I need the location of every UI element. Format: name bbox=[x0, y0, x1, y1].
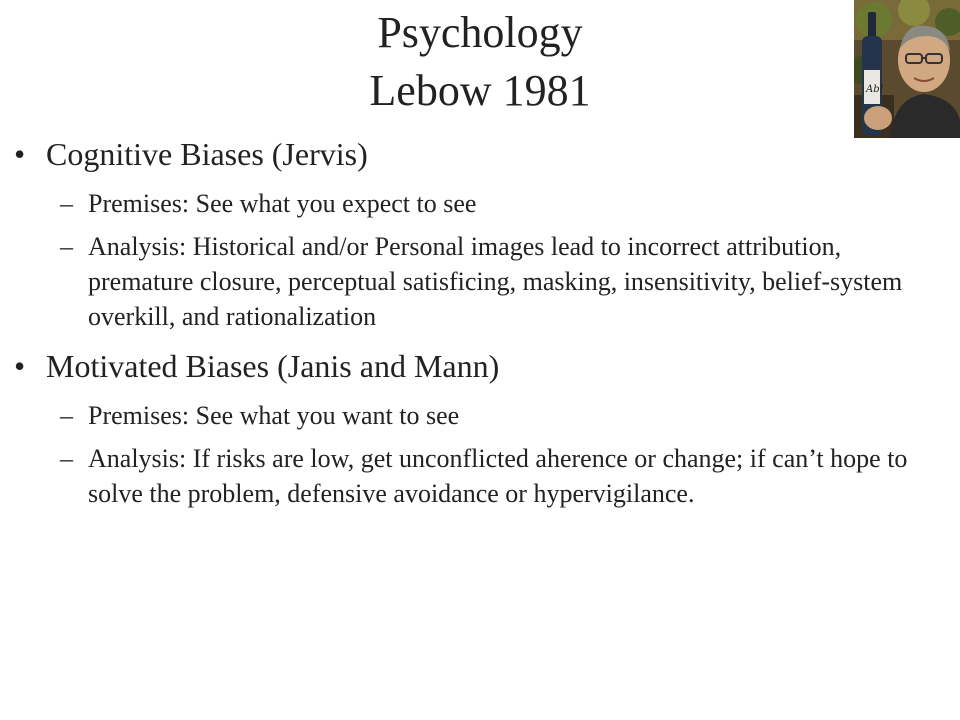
sub-bullet-text: Premises: See what you want to see bbox=[88, 401, 460, 430]
sub-bullet-analysis-motivated bbox=[0, 441, 960, 511]
title-line-2: Lebow 1981 bbox=[369, 66, 591, 115]
sub-bullet-marker: – bbox=[60, 401, 73, 430]
sub-bullet-marker: – bbox=[60, 444, 73, 473]
bullet-motivated-biases bbox=[0, 344, 960, 388]
sub-bullet-text: Analysis: If risks are low, get unconflicted aherence or change; if can’t hope to solve the problem, defensive avoidance or hypervigilance. bbox=[88, 444, 908, 508]
portrait-image bbox=[854, 0, 960, 138]
sub-bullet-marker: – bbox=[60, 189, 73, 218]
bullet-cognitive-biases bbox=[0, 132, 960, 176]
sub-bullet-premises-want bbox=[0, 398, 960, 433]
bullet-marker: • bbox=[14, 348, 26, 384]
slide-content bbox=[0, 132, 960, 511]
portrait-photo bbox=[854, 0, 960, 138]
title-line-1: Psychology bbox=[377, 8, 583, 57]
sub-bullet-premises-expect bbox=[0, 186, 960, 221]
bullet-text: Motivated Biases (Janis and Mann) bbox=[46, 348, 500, 384]
sub-bullet-text: Analysis: Historical and/or Personal images lead to incorrect attribution, premature closure, perceptual satisficing, masking, insensitivity, belief-system overkill, and rationalization bbox=[88, 232, 903, 331]
sub-bullet-text: Premises: See what you expect to see bbox=[88, 189, 477, 218]
sub-bullet-analysis-cognitive bbox=[0, 229, 960, 334]
bullet-marker: • bbox=[14, 136, 26, 172]
slide-title bbox=[0, 4, 960, 120]
bullet-text: Cognitive Biases (Jervis) bbox=[46, 136, 368, 172]
sub-bullet-marker: – bbox=[60, 232, 73, 261]
bottle-label-text: Ab! bbox=[866, 84, 884, 95]
